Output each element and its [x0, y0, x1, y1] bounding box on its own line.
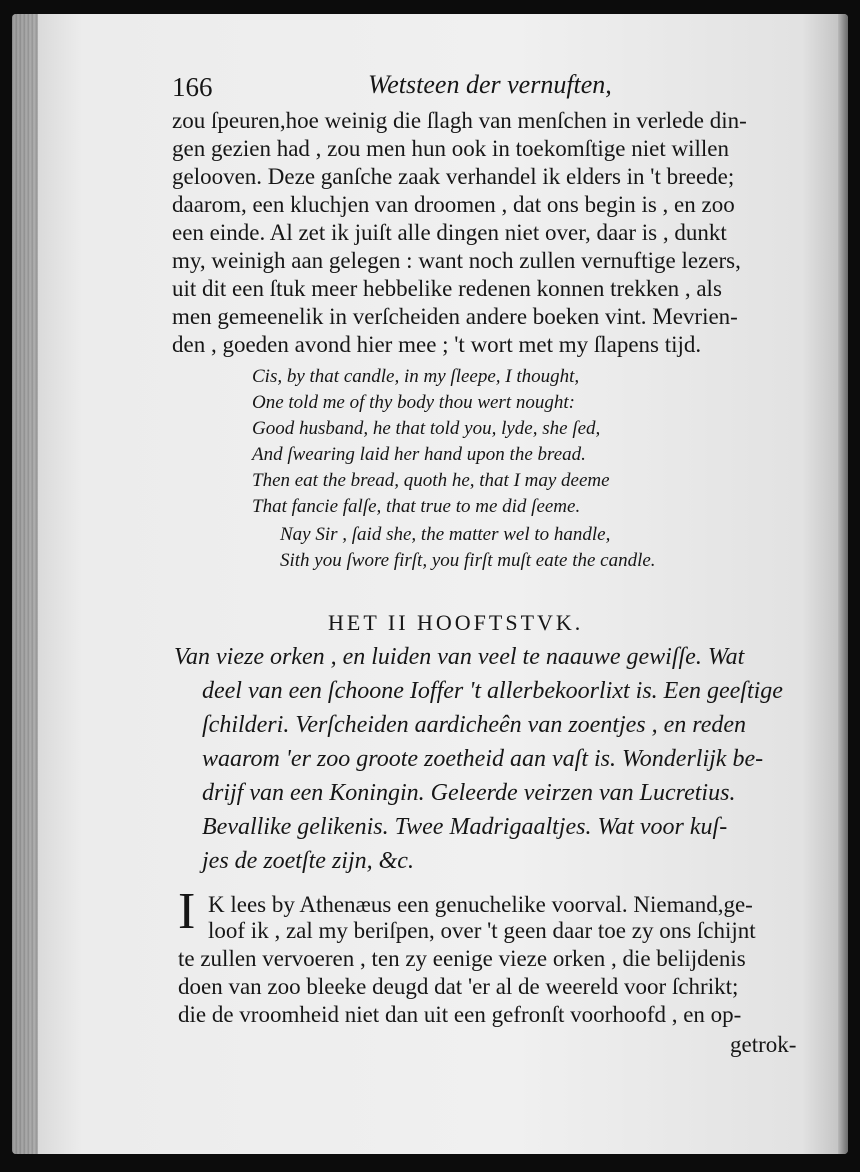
paragraph-line: die de vroomheid niet dan uit een gefronſt voorhoofd , en op- [178, 1002, 742, 1027]
verse-line: Cis, by that candle, in my ſleepe, I thought, [252, 366, 580, 387]
drop-cap: I [178, 883, 196, 940]
verse-line: Then eat the bread, quoth he, that I may deeme [252, 470, 610, 491]
verse-line: Sith you ſwore firſt, you firſt muſt eate the candle. [280, 550, 656, 571]
page-text [12, 14, 848, 1154]
body-line: zou ſpeuren,hoe weinig die ſlagh van menſchen in verlede din- [172, 108, 747, 133]
summary-line: ſchilderi. Verſcheiden aardicheên van zoentjes , en reden [202, 712, 747, 738]
chapter-heading: HET II HOOFTSTVK. [328, 610, 584, 635]
verse-line: That fancie falſe, that true to me did ſeeme. [252, 496, 581, 517]
paragraph-line: te zullen vervoeren , ten zy eenige vieze orken , die belijdenis [178, 946, 746, 971]
running-title: Wetsteen der vernuften, [368, 70, 612, 99]
body-line: uit dit een ſtuk meer hebbelike redenen konnen trekken , als [172, 276, 722, 301]
summary-line: drijf van een Koningin. Geleerde veirzen van Lucretius. [202, 780, 736, 806]
body-line: gen gezien had , zou men hun ook in toekomſtige niet willen [172, 136, 729, 161]
paragraph-line: loof ik , zal my beriſpen, over 't geen daar toe zy ons ſchijnt [208, 918, 756, 943]
body-line: den , goeden avond hier mee ; 't wort met my ſlapens tijd. [172, 332, 702, 357]
summary-line: Van vieze orken , en luiden van veel te naauwe gewiſſe. Wat [174, 644, 745, 670]
body-line: gelooven. Deze ganſche zaak verhandel ik elders in 't breede; [172, 164, 735, 189]
summary-line: jes de zoetſte zijn, &c. [202, 848, 414, 874]
body-line: men gemeenelik in verſcheiden andere boeken vint. Mevrien- [172, 304, 738, 329]
paragraph-line: doen van zoo bleeke deugd dat 'er al de weereld voor ſchrikt; [178, 974, 739, 999]
paragraph-line: K lees by Athenæus een genuchelike voorval. Niemand,ge- [208, 892, 753, 917]
body-line: daarom, een kluchjen van droomen , dat ons begin is , en zoo [172, 192, 735, 217]
book-page [12, 14, 848, 1154]
body-line: een einde. Al zet ik juiſt alle dingen niet over, daar is , dunkt [172, 220, 727, 245]
verse-line: One told me of thy body thou wert nought: [252, 392, 575, 413]
verse-line: Nay Sir , ſaid she, the matter wel to handle, [280, 524, 611, 545]
catchword: getrok- [730, 1032, 797, 1057]
verse-line: Good husband, he that told you, lyde, she ſed, [252, 418, 601, 439]
summary-line: Bevallike gelikenis. Twee Madrigaaltjes. Wat voor kuſ- [202, 814, 728, 840]
verse-line: And ſwearing laid her hand upon the bread. [252, 444, 586, 465]
page-number: 166 [172, 72, 213, 102]
summary-line: waarom 'er zoo groote zoetheid aan vaſt is. Wonderlijk be- [202, 746, 764, 772]
body-line: my, weinigh aan gelegen : want noch zullen vernuftige lezers, [172, 248, 741, 273]
summary-line: deel van een ſchoone Ioffer 't allerbekoorlixt is. Een geeſtige [202, 678, 783, 704]
